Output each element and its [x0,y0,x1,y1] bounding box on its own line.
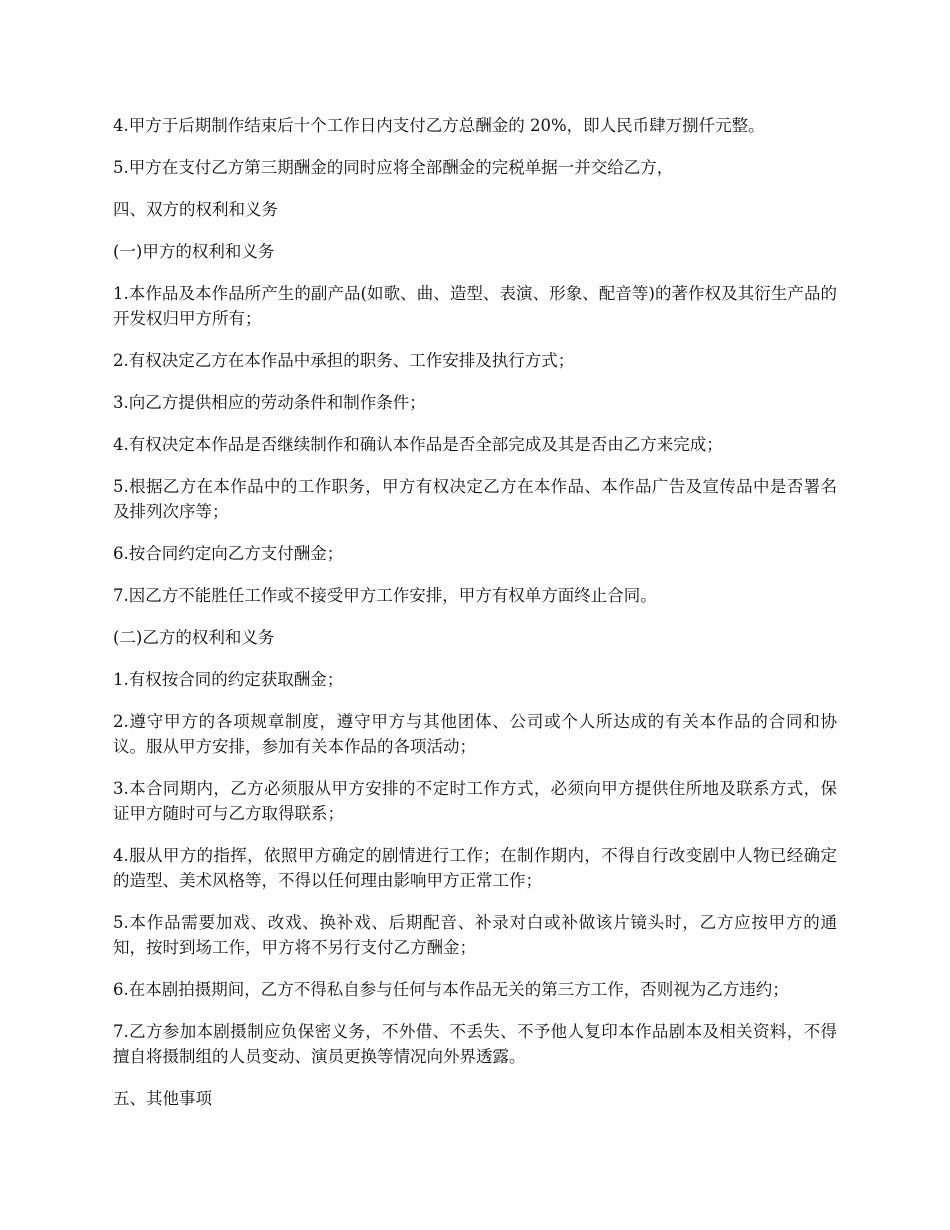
party-b-clause-6: 6.在本剧拍摄期间，乙方不得私自参与任何与本作品无关的第三方工作，否则视为乙方违约； [113,980,789,999]
party-a-clause-3: 3.向乙方提供相应的劳动条件和制作条件； [113,393,426,412]
section-heading-rights-obligations: 四、双方的权利和义务 [113,200,278,219]
party-a-clause-5: 5.根据乙方在本作品中的工作职务，甲方有权决定乙方在本作品、本作品广告及宣传品中是否署名及排列次序等； [113,477,837,521]
document-body [113,113,837,1128]
party-b-clause-4: 4.服从甲方的指挥，依照甲方确定的剧情进行工作；在制作期内，不得自行改变剧中人物已经确定的造型、美术风格等，不得以任何理由影响甲方正常工作； [113,846,837,890]
party-b-clause-5: 5.本作品需要加戏、改戏、换补戏、后期配音、补录对白或补做该片镜头时，乙方应按甲方的通知，按时到场工作，甲方将不另行支付乙方酬金； [113,913,837,957]
clause-payment-4: 4.甲方于后期制作结束后十个工作日内支付乙方总酬金的 20%，即人民币肆万捌仟元整。 [113,116,765,135]
party-a-clause-7: 7.因乙方不能胜任工作或不接受甲方工作安排，甲方有权单方面终止合同。 [113,586,657,605]
party-a-clause-4: 4.有权决定本作品是否继续制作和确认本作品是否全部完成及其是否由乙方来完成； [113,435,723,454]
clause-payment-5: 5.甲方在支付乙方第三期酬金的同时应将全部酬金的完税单据一并交给乙方， [113,158,674,177]
party-b-clause-2: 2.遵守甲方的各项规章制度，遵守甲方与其他团体、公司或个人所达成的有关本作品的合同和协议。服从甲方安排，参加有关本作品的各项活动； [113,712,837,756]
party-b-clause-3: 3.本合同期内，乙方必须服从甲方安排的不定时工作方式，必须向甲方提供住所地及联系方式，保证甲方随时可与乙方取得联系； [113,779,837,823]
party-a-clause-1: 1.本作品及本作品所产生的副产品(如歌、曲、造型、表演、形象、配音等)的著作权及其衍生产品的开发权归甲方所有； [113,284,837,328]
party-b-clause-1: 1.有权按合同的约定获取酬金； [113,670,344,689]
section-heading-other-matters: 五、其他事项 [113,1089,212,1108]
party-a-clause-6: 6.按合同约定向乙方支付酬金； [113,544,344,563]
party-a-clause-2: 2.有权决定乙方在本作品中承担的职务、工作安排及执行方式； [113,351,575,370]
subsection-heading-party-a: (一)甲方的权利和义务 [113,242,275,261]
subsection-heading-party-b: (二)乙方的权利和义务 [113,628,275,647]
party-b-clause-7: 7.乙方参加本剧摄制应负保密义务，不外借、不丢失、不予他人复印本作品剧本及相关资料，不得擅自将摄制组的人员变动、演员更换等情况向外界透露。 [113,1022,837,1066]
